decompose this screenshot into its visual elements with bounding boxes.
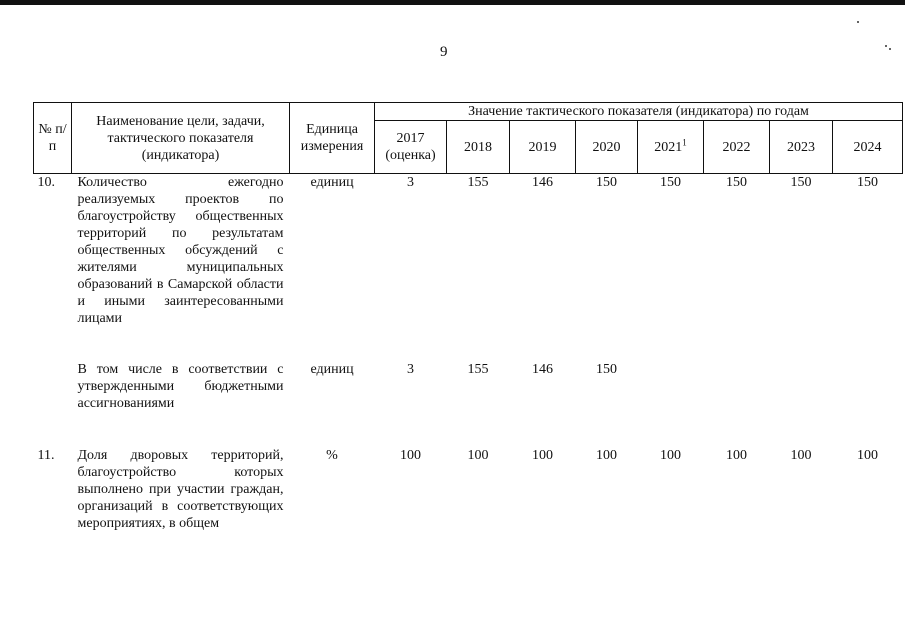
indicators-table <box>33 102 903 557</box>
row-unit: единиц <box>310 175 354 190</box>
value-cell: 100 <box>790 448 812 463</box>
value-cell: 150 <box>596 362 617 377</box>
year-label: 2017 <box>396 131 425 146</box>
year-label: 2022 <box>722 139 751 155</box>
value-cell: 100 <box>532 448 553 463</box>
value-cell: 150 <box>857 175 879 190</box>
header-unit: Единица измерения <box>290 103 375 174</box>
value-cell: 100 <box>596 448 617 463</box>
table-row <box>34 174 903 362</box>
year-note: (оценка) <box>385 148 436 163</box>
table-row <box>34 447 903 557</box>
header-year-2022 <box>704 121 770 174</box>
header-year-2024 <box>833 121 903 174</box>
header-year-2019 <box>510 121 576 174</box>
scan-speck <box>857 21 859 23</box>
year-label: 2019 <box>528 139 557 155</box>
header-year-2021 <box>638 121 704 174</box>
value-cell: 150 <box>790 175 812 190</box>
value-cell: 146 <box>532 175 553 190</box>
value-cell: 100 <box>857 448 879 463</box>
header-year-2017 <box>375 121 447 174</box>
year-label: 2018 <box>464 139 492 155</box>
row-number: 11. <box>37 448 55 463</box>
footnote-mark: 1 <box>682 136 687 147</box>
header-year-2020 <box>576 121 638 174</box>
row-unit: единиц <box>310 362 354 377</box>
header-num: № п/п <box>34 103 72 174</box>
year-label: 2021 <box>654 139 683 155</box>
value-cell: 100 <box>400 448 421 463</box>
header-year-2018 <box>447 121 510 174</box>
value-cell <box>704 361 770 447</box>
value-cell: 150 <box>726 175 747 190</box>
row-unit: % <box>326 448 338 463</box>
value-cell: 100 <box>467 448 489 463</box>
year-label: 2023 <box>787 139 815 155</box>
value-cell: 3 <box>407 362 414 377</box>
row-number <box>34 361 72 447</box>
value-cell: 150 <box>596 175 617 190</box>
value-cell <box>638 361 704 447</box>
row-indicator-name: Доля дворовых территорий, благоустройство которых выполнено при участии граждан, организаций в соответствующих мероприятиях, в общем <box>77 448 284 531</box>
value-cell <box>833 361 903 447</box>
row-indicator-name: В том числе в соответствии с утвержденными бюджетными ассигнованиями <box>77 362 284 411</box>
value-cell: 146 <box>532 362 553 377</box>
scan-speck <box>889 48 891 50</box>
row-number: 10. <box>37 175 55 190</box>
page-number: 9 <box>440 44 448 60</box>
scan-speck <box>885 45 887 47</box>
header-name: Наименование цели, задачи, тактического показателя (индикатора) <box>72 103 290 174</box>
value-cell: 150 <box>660 175 681 190</box>
value-cell: 100 <box>726 448 747 463</box>
row-indicator-name: Количество ежегодно реализуемых проектов по благоустройству общественных территорий по результатам общественных обсуждений с жителями муниципальных образований в Самарской области и иными заинтересованными лицами <box>77 175 284 326</box>
value-cell: 100 <box>660 448 681 463</box>
top-border-line <box>0 0 905 5</box>
value-cell: 155 <box>467 362 489 377</box>
value-cell: 3 <box>407 175 414 190</box>
year-label: 2024 <box>853 139 882 155</box>
year-label: 2020 <box>592 139 621 155</box>
value-cell <box>770 361 833 447</box>
header-values-group: Значение тактического показателя (индикатора) по годам <box>375 103 903 121</box>
value-cell: 155 <box>467 175 489 190</box>
header-year-2023 <box>770 121 833 174</box>
table-row <box>34 361 903 447</box>
